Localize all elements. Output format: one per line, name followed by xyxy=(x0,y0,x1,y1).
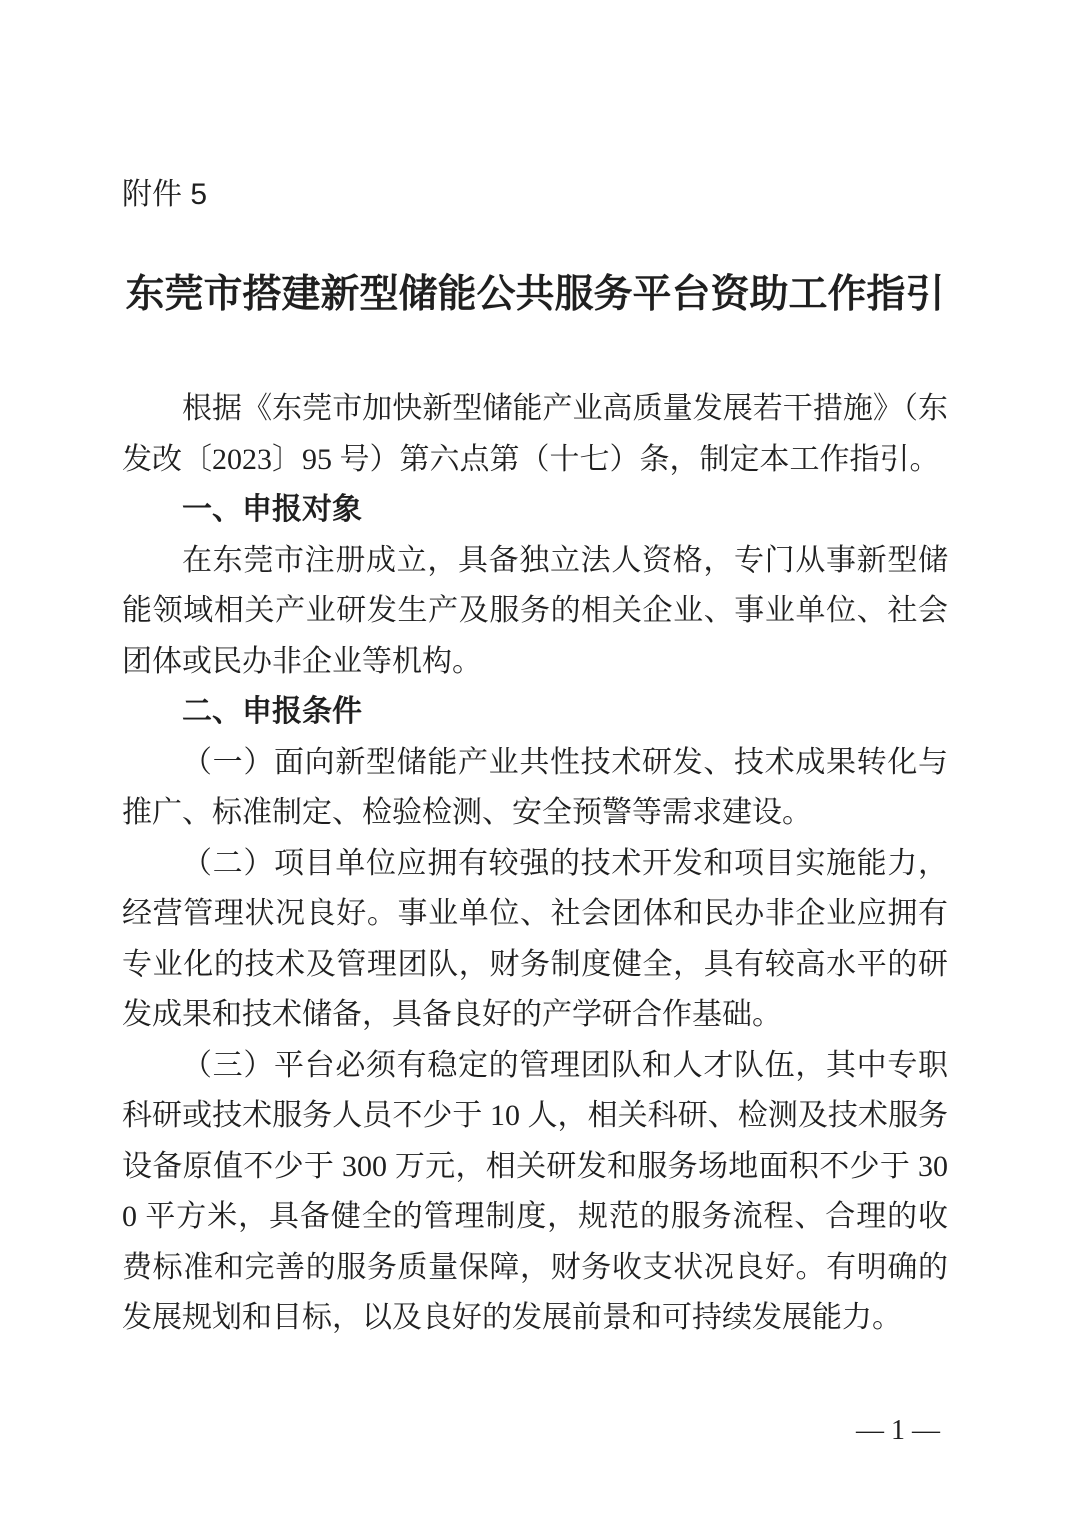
page-number: — 1 — xyxy=(856,1415,940,1446)
document-content xyxy=(122,0,948,1344)
document-title: 东莞市搭建新型储能公共服务平台资助工作指引 xyxy=(125,273,945,316)
section-1-paragraph-1: 在东莞市注册成立，具备独立法人资格，专门从事新型储能领域相关产业研发生产及服务的相关企业、事业单位、社会团体或民办非企业等机构。 xyxy=(122,543,948,678)
section-heading-application-targets: 一、申报对象 xyxy=(182,493,362,526)
document-body xyxy=(122,384,948,1344)
intro-paragraph: 根据《东莞市加快新型储能产业高质量发展若干措施》（东发改〔2023〕95 号）第六点第（十七）条，制定本工作指引。 xyxy=(122,392,948,476)
section-heading-application-conditions: 二、申报条件 xyxy=(182,695,362,728)
attachment-label: 附件 5 xyxy=(122,178,208,211)
section-2-paragraph-2: （二）项目单位应拥有较强的技术开发和项目实施能力，经营管理状况良好。事业单位、社会团体和民办非企业应拥有专业化的技术及管理团队，财务制度健全，具有较高水平的研发成果和技术储备，具备良好的产学研合作基础。 xyxy=(122,846,948,1031)
section-2-paragraph-1: （一）面向新型储能产业共性技术研发、技术成果转化与推广、标准制定、检验检测、安全预警等需求建设。 xyxy=(122,745,948,829)
section-2-paragraph-3: （三）平台必须有稳定的管理团队和人才队伍，其中专职科研或技术服务人员不少于 10 人，相关科研、检测及技术服务设备原值不少于 300 万元，相关研发和服务场地面积不少于 300 平方米，具备健全的管理制度，规范的服务流程、合理的收费标准和完善的服务质量保障，财务收支状况良好。有明确的发展规划和目标，以及良好的发展前景和可持续发展能力。 xyxy=(122,1048,948,1334)
